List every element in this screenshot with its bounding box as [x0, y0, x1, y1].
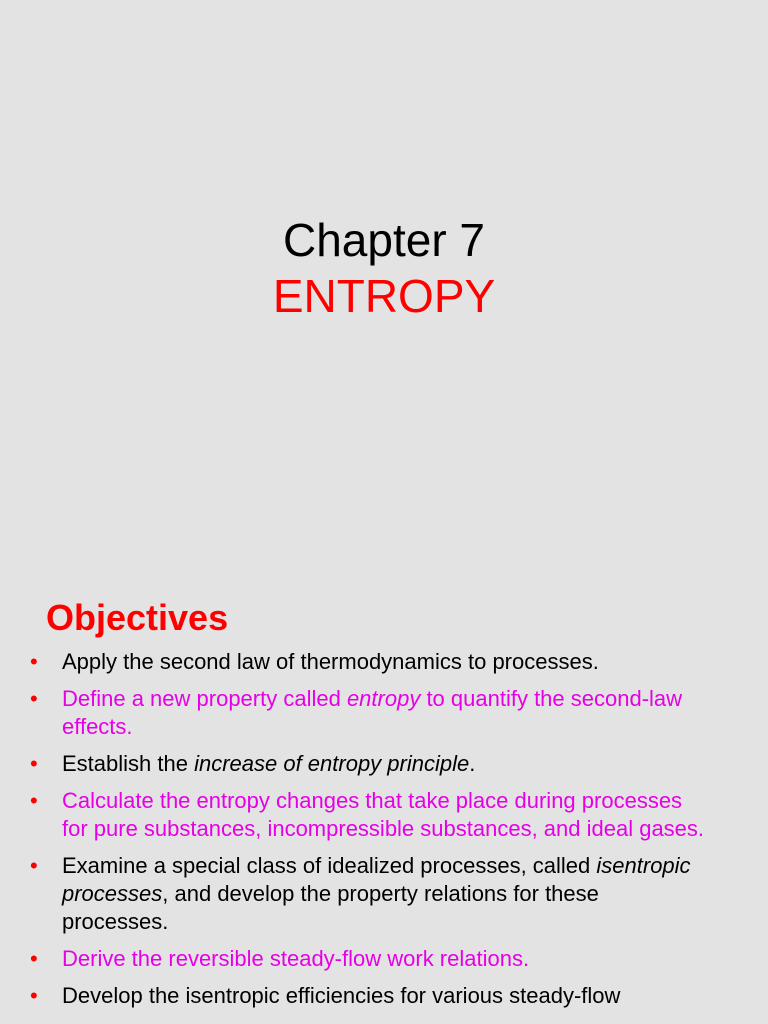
bullet-icon: •: [30, 946, 38, 971]
bullet-icon: •: [30, 686, 38, 711]
objective-text: Develop the isentropic efficiencies for various steady-flow: [62, 983, 621, 1008]
objective-text: .: [469, 751, 476, 776]
topic-title: ENTROPY: [272, 270, 496, 322]
objective-emphasis: isentropic processes: [62, 853, 691, 906]
objective-text: Derive the reversible steady-flow work relations.: [62, 946, 530, 971]
title-block: [0, 212, 768, 324]
objective-text: to quantify the second-law effects.: [62, 686, 683, 739]
objective-text: Establish the: [62, 751, 195, 776]
bullet-icon: •: [30, 853, 38, 878]
chapter-title: Chapter 7: [282, 214, 485, 266]
objective-item: [0, 852, 768, 936]
objective-item: [0, 982, 768, 1010]
bullet-icon: •: [30, 751, 38, 776]
objective-text: , and develop the property relations for these processes.: [62, 881, 599, 934]
objective-emphasis: entropy: [346, 686, 421, 711]
objective-text: Define a new property called: [62, 686, 347, 711]
objective-text: Examine a special class of idealized processes, called: [62, 853, 597, 878]
objective-text: Apply the second law of thermodynamics to processes.: [62, 649, 599, 674]
objective-item: [0, 945, 768, 973]
objective-item: [0, 685, 768, 741]
bullet-icon: •: [30, 983, 38, 1008]
objectives-list: [0, 648, 768, 1019]
objective-item: [0, 750, 768, 778]
objective-emphasis: increase of entropy principle: [194, 751, 470, 776]
bullet-icon: •: [30, 649, 38, 674]
bullet-icon: •: [30, 788, 38, 813]
objective-item: [0, 648, 768, 676]
objectives-heading: Objectives: [46, 597, 229, 638]
objective-item: [0, 787, 768, 843]
objective-text: Calculate the entropy changes that take place during processes for pure substances, incompressible substances, and ideal gases.: [62, 788, 705, 841]
